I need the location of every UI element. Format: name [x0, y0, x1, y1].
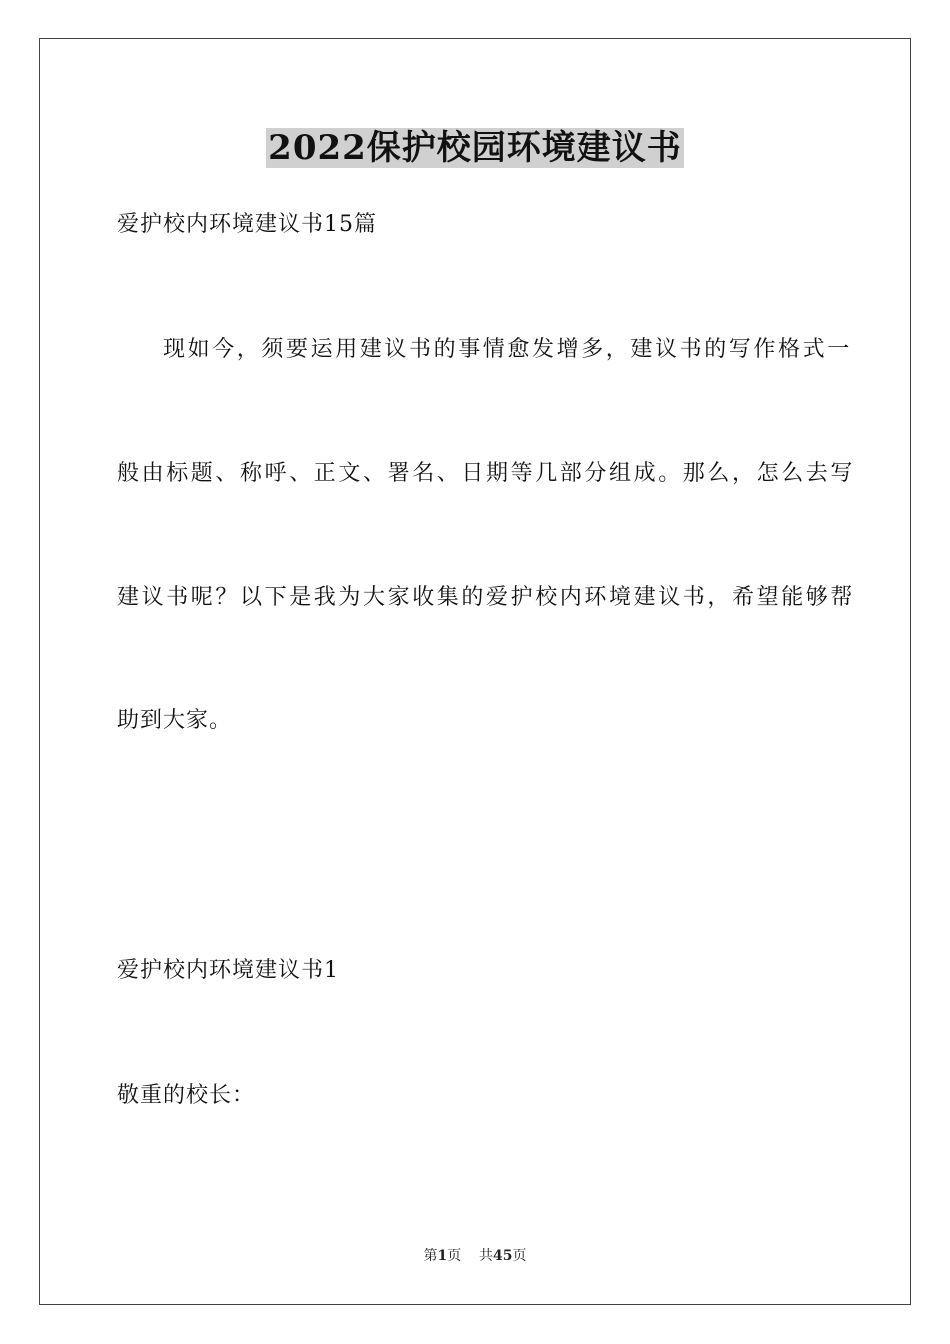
salutation: 敬重的校长：	[117, 1083, 256, 1108]
footer-page-prefix: 第	[423, 1248, 438, 1264]
footer-total-pages: 45	[493, 1248, 513, 1264]
document-subtitle: 爱护校内环境建议书15篇	[117, 212, 377, 237]
intro-line-1: 现如今，须要运用建议书的事情愈发增多，建议书的写作格式一	[163, 337, 852, 362]
section-heading: 爱护校内环境建议书1	[117, 958, 339, 983]
document-title-text: 2022保护校园环境建议书	[268, 128, 682, 168]
page-footer	[0, 1246, 950, 1266]
footer-total-prefix: 共	[479, 1248, 494, 1264]
intro-line-2: 般由标题、称呼、正文、署名、日期等几部分组成。那么，怎么去写	[117, 461, 856, 486]
footer-page-number: 1	[437, 1248, 448, 1264]
intro-line-3: 建议书呢？以下是我为大家收集的爱护校内环境建议书，希望能够帮	[117, 585, 856, 610]
intro-line-4: 助到大家。	[117, 708, 233, 733]
document-title	[0, 126, 950, 170]
footer-page-unit: 页	[447, 1248, 462, 1264]
footer-total-unit: 页	[512, 1248, 527, 1264]
